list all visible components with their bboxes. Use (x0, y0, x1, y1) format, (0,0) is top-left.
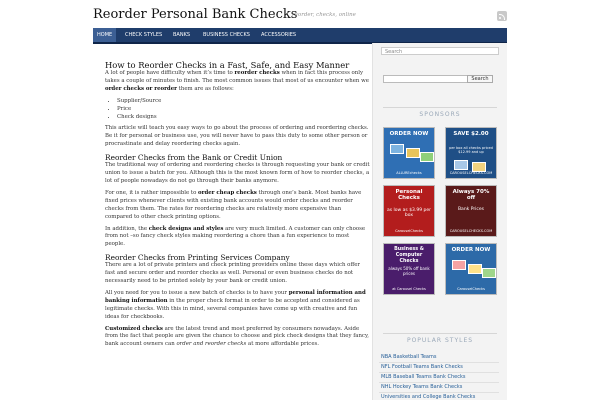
sponsors-title: SPONSORS (419, 111, 461, 118)
divider (383, 107, 497, 108)
list-item: • Check designs (117, 114, 370, 122)
nav-item-home[interactable]: HOME (93, 28, 116, 42)
nav-item-check-styles[interactable]: CHECK STYLES (125, 32, 163, 38)
divider (379, 392, 499, 393)
section-heading: Reorder Checks from the Bank or Credit Union (105, 153, 283, 163)
article-paragraph: The traditional way of ordering and reordering checks is through requesting your bank or credit union to issue a batch for you. Although this is the most known form of how to reorder checks, a lot of people nowadays do not go through their banks anymore. (105, 162, 370, 184)
popular-link[interactable]: NBA Basketball Teams (381, 354, 437, 360)
popular-styles-title: POPULAR STYLES (406, 337, 474, 344)
section-heading: Reorder Checks from Printing Services Company (105, 253, 290, 263)
sponsor-ad[interactable]: ORDER NOW CarouselChecks (445, 243, 497, 295)
search-field[interactable] (383, 75, 478, 83)
sponsor-ad[interactable]: Personal Checks as low as $3.99 per box CarouselChecks (383, 185, 435, 237)
divider (383, 333, 497, 334)
sponsor-ad[interactable]: ORDER NOW ALLUREchecks (383, 127, 435, 179)
popular-link[interactable]: NFL Football Teams Bank Checks (381, 364, 463, 370)
article-title: How to Reorder Checks in a Fast, Safe, and Easy Manner (105, 60, 350, 70)
article-paragraph: A lot of people have difficulty when it’s time to reorder checks when in fact this process only takes a couple of minutes to finish. The most common issues that most of us encounter when we order checks or reorder them are as follows: (105, 70, 369, 92)
popular-link[interactable]: MLB Baseball Teams Bank Checks (381, 374, 466, 380)
article-paragraph: This article will teach you easy ways to go about the process of ordering and reordering checks. Be it for personal or business use, you will never have to pass this duty to some other person or procrastinate and delay reordering checks again. (105, 125, 369, 148)
list-item: • Supplier/Source (117, 98, 370, 106)
article-paragraph: In addition, the check designs and styles are very much limited. A customer can only choose from not –so fancy check styles making reordering a chore than a fun experience to most people. (105, 225, 366, 248)
article-paragraph: There are a lot of private printers and check printing providers online these days which offer fast and secure order and reorder checks as well. Personal or even business checks do not necessarily need to be printed solely by your bank or credit union. (105, 262, 360, 285)
issues-list (105, 98, 370, 122)
article (105, 60, 370, 353)
sponsor-ad[interactable]: Always 70% off Bank Prices CAROUSELCHECKS.COM (445, 185, 497, 237)
divider (379, 382, 499, 383)
article-paragraph: Customized checks are the latest trend and most preferred by consumers nowadays. Aside from the fact that people are given the chance to choose and pick check designs that they fancy, bank account owners can order and reorder checks at more affordable prices. (105, 325, 369, 348)
divider (379, 362, 499, 363)
site-header (0, 0, 600, 28)
popular-link[interactable]: NHL Hockey Teams Bank Checks (381, 384, 463, 390)
sponsor-ad[interactable]: SAVE $2.00 per box all checks priced $12.99 and up CAROUSELCHECKS.COM (445, 127, 497, 179)
nav-item-accessories[interactable]: ACCESSORIES (261, 32, 297, 38)
sidebar (372, 43, 507, 400)
nav-item-business-checks[interactable]: BUSINESS CHECKS (203, 32, 250, 38)
divider (379, 372, 499, 373)
site-tagline: reorder, checks, online (292, 12, 356, 18)
site-title[interactable]: Reorder Personal Bank Checks (93, 7, 298, 22)
nav-item-banks[interactable]: BANKS (173, 32, 191, 38)
popular-link[interactable]: Universities and College Bank Checks (381, 394, 476, 400)
search-input[interactable]: Search (381, 47, 499, 55)
list-item: • Price (117, 106, 370, 114)
search-button[interactable]: Search (467, 75, 493, 83)
rss-icon[interactable] (497, 11, 507, 21)
main-nav (93, 28, 507, 44)
article-paragraph: For one, it is rather impossible to order cheap checks through one’s bank. Most banks have fixed prices whenever clients with existing bank accounts would order checks and reorder checks from them. The rates for reordering checks are relatively more expensive than compared to other check printing options. (105, 189, 362, 220)
sponsor-ad[interactable]: Business & Computer Checks always 50% off bank prices at Carousel Checks (383, 243, 435, 295)
article-paragraph: All you need for you to issue a new batch of checks is to have your personal information and banking information in the proper check format in order to be accepted and considered as legitimate checks. With this in mind, several companies have come up with creative and fun ideas for checkbooks. (105, 289, 366, 320)
